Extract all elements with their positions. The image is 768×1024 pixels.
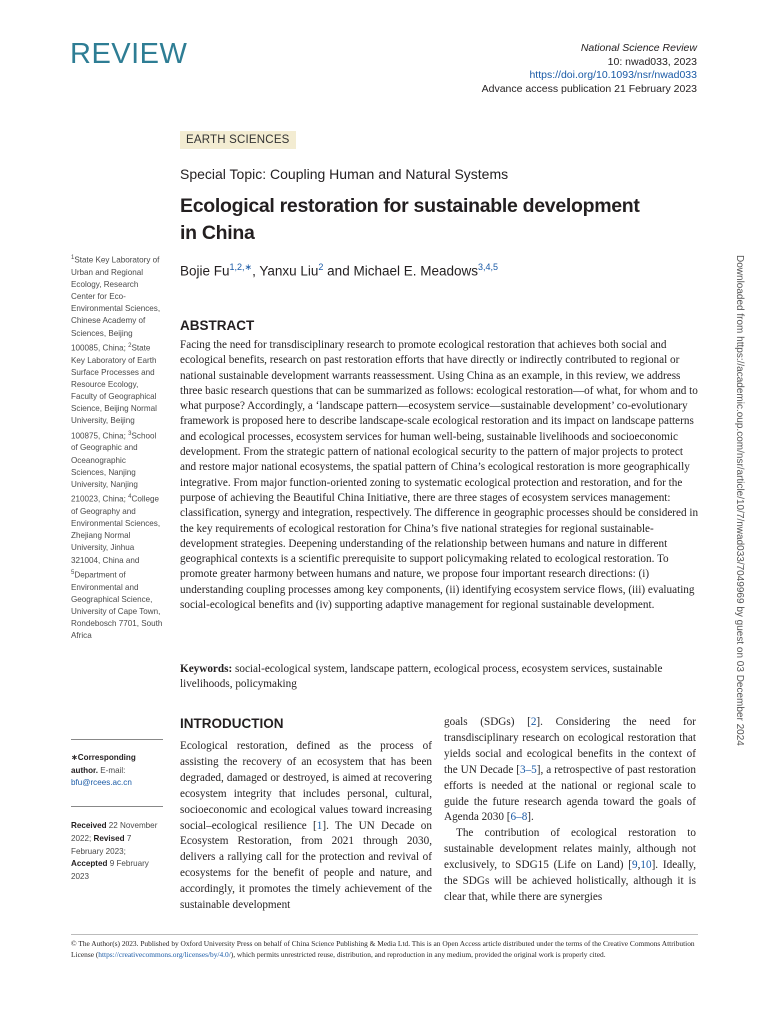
abstract-text: Facing the need for transdisciplinary research to promote ecological restoration that achieves both social and ecological benefits, research on past restoration efforts that have directly or indirectly contributed to regional or national sustainable development warrants reassessment. Using China as an example, in this review, we address three basic research questions that can be summarized as follows: ecological restoration—of what, for whom and to what purpose? Accordingly, a ‘landscape pattern—ecosystem service—sustainable development’ co-evolutionary framework is proposed here to describe landscape-scale ecological restoration and its impact on landscape patterns and ecological processes, ecosystem services for human well-being, sustainable livelihoods and socioeconomic development. From the strategic pattern of national ecological security to the pattern of major projects to protect and restore major national ecosystems, the spatial pattern of China’s ecological restoration is more geographically integrative. From major function-oriented zoning to systematic ecological protection and restoration, and for the purpose of achieving the Beautiful China Initiative, there are three stages of ecosystem services management: classification, synergy and integration, respectively. The difference in geographic processes should be considered in the key requirements of ecological restoration for China’s five national strategies for regional sustainable-development strategies. Deepening understanding of the relationship between humans and nature in different geographical contexts is a scientific prerequisite to support policymaking related to ecological restoration. To promote greater harmony between humans and nature, we propose four important research directions: (i) understanding coupling processes among key components, (ii) identifying ecosystem service flows, (iii) evaluating social-ecological benefits and (iv) supporting adaptive management for regional sustainable development. (180, 339, 699, 612)
citation-link[interactable]: 6–8 (510, 811, 528, 824)
author-name[interactable]: Michael E. Meadows (353, 263, 479, 279)
author-list (180, 262, 498, 279)
author-name[interactable]: Yanxu Liu (259, 263, 319, 279)
affiliation-text: School of Geographic and Oceanographic Sciences, Nanjing University, Nanjing 210023, China; (71, 431, 157, 504)
citation-link[interactable]: 1 (316, 819, 323, 832)
email-label: E-mail: (100, 765, 126, 775)
intro-paragraph: The contribution of ecological restoration to sustainable development relates mainly, although not exclusively, to SDG15 (Life on Land) [9,10]. Ideally, the SDGs will be achieved holistically, although it is clear that, while there are synergies (444, 827, 696, 903)
citation-link[interactable]: 9 (631, 859, 638, 872)
journal-meta (482, 42, 697, 96)
citation-link[interactable]: 2 (530, 716, 537, 728)
corresponding-label: ∗Corresponding author. E-mail: (71, 753, 136, 775)
intro-paragraph: Ecological restoration, defined as the process of assisting the recovery of an ecosystem that has been degraded, damaged or destroyed, is aimed at recovering ecosystem integrity that includes personal, cultural, socioeconomic and ecological values toward increasing social–ecological resilience [1]. The UN Decade on Ecosystem Restoration, from 2021 through 2030, delivers a rallying call for the protection and revival of ecosystems for the benefit of people and nature, and accordingly, it promotes the timely achievement of the sustainable development (180, 740, 432, 912)
intro-paragraph: goals (SDGs) [2]. Considering the need for transdisciplinary research on ecological restoration that yields social and ecological benefits in the context of the UN Decade [3–5], a retrospective of past restoration efforts is needed at the national or regional scale to guide the future research agenda toward the goals of Agenda 2030 [6–8]. (444, 716, 697, 824)
title-line-1: Ecological restoration for sustainable development (180, 195, 640, 217)
citation-link[interactable]: 10 (640, 859, 652, 872)
received-date: 22 November 2022; (71, 821, 158, 843)
introduction-heading: INTRODUCTION (180, 716, 284, 731)
title-line-2: in China (180, 222, 255, 244)
subject-badge: EARTH SCIENCES (180, 131, 296, 149)
sidebar-divider (71, 806, 163, 807)
affiliation-marker: 4 (128, 494, 132, 501)
author-affiliation-ref[interactable]: 2 (318, 262, 324, 272)
article-title (180, 193, 680, 247)
accepted-label: Accepted (71, 859, 108, 869)
intro-column-left (180, 739, 432, 914)
intro-column-right (444, 715, 696, 906)
accepted-date: 9 February 2023 (71, 859, 149, 882)
affiliations (71, 252, 163, 642)
keywords-label: Keywords: (180, 663, 233, 675)
journal-name: National Science Review (580, 42, 697, 54)
abstract-heading: ABSTRACT (180, 318, 255, 333)
affiliation-marker: 1 (71, 255, 75, 261)
author-affiliation-ref[interactable]: 3,4,5 (478, 262, 499, 272)
affiliation-marker: 5 (71, 569, 75, 576)
volume-line: 10: nwad033, 2023 (607, 55, 697, 68)
citation-link[interactable]: 3–5 (519, 763, 537, 776)
license-footer: © The Author(s) 2023. Published by Oxford University Press on behalf of China Science Publishing & Media Ltd. This is an Open Access article distributed under the terms of the Creative Commons Attribution License (https://creativecommons.org/licenses/by/4.0/), which permits unrestricted reuse, distribution, and reproduction in any medium, provided the original work is properly cited. (71, 939, 695, 960)
received-label: Received (71, 821, 107, 830)
section-label: REVIEW (70, 38, 188, 70)
keywords-text: social-ecological system, landscape pattern, ecological process, ecosystem services, sustainable livelihoods, policymaking (180, 663, 663, 691)
affiliation-marker: 2 (128, 342, 132, 349)
article-dates (71, 820, 163, 884)
affiliation-marker: 3 (128, 430, 132, 437)
affiliation-text: State Key Laboratory of Urban and Regional Ecology, Research Center for Eco-Environmental Sciences, Chinese Academy of Sciences, Beijing 100085, China; (71, 255, 161, 353)
advance-access: Advance access publication 21 February 2023 (481, 82, 697, 95)
author-affiliation-ref[interactable]: 1,2,∗ (229, 262, 253, 272)
doi-link[interactable]: https://doi.org/10.1093/nsr/nwad033 (529, 69, 697, 81)
affiliation-text: Department of Environmental and Geographical Science, University of Cape Town, Rondebosch 7701, South Africa (71, 570, 163, 641)
download-watermark (728, 255, 750, 775)
sidebar-divider (71, 739, 163, 740)
author-separator: and (323, 263, 354, 279)
special-topic: Special Topic: Coupling Human and Natural Systems (180, 166, 509, 182)
affiliation-text: College of Geography and Environmental Sciences, Zhejiang Normal University, Jinhua 321004, China and (71, 494, 161, 565)
keywords (180, 662, 700, 693)
author-name[interactable]: Bojie Fu (180, 263, 230, 279)
revised-date: 7 February 2023; (71, 833, 132, 856)
revised-label: Revised (93, 833, 125, 843)
corresponding-author (71, 752, 163, 790)
corresponding-email[interactable]: bfu@rcees.ac.cn (71, 778, 132, 787)
author-separator: , (252, 263, 260, 279)
affiliation-text: State Key Laboratory of Earth Surface Processes and Resource Ecology, Faculty of Geographical Science, Beijing Normal University, Beijing 100875, China; (71, 343, 157, 441)
footer-divider (71, 934, 698, 935)
download-note: Downloaded from https://academic.oup.com/nsr/article/10/7/nwad033/7049969 by guest on 03 December 2024 (734, 255, 745, 746)
license-link[interactable]: https://creativecommons.org/licenses/by/4.0/ (98, 950, 231, 960)
